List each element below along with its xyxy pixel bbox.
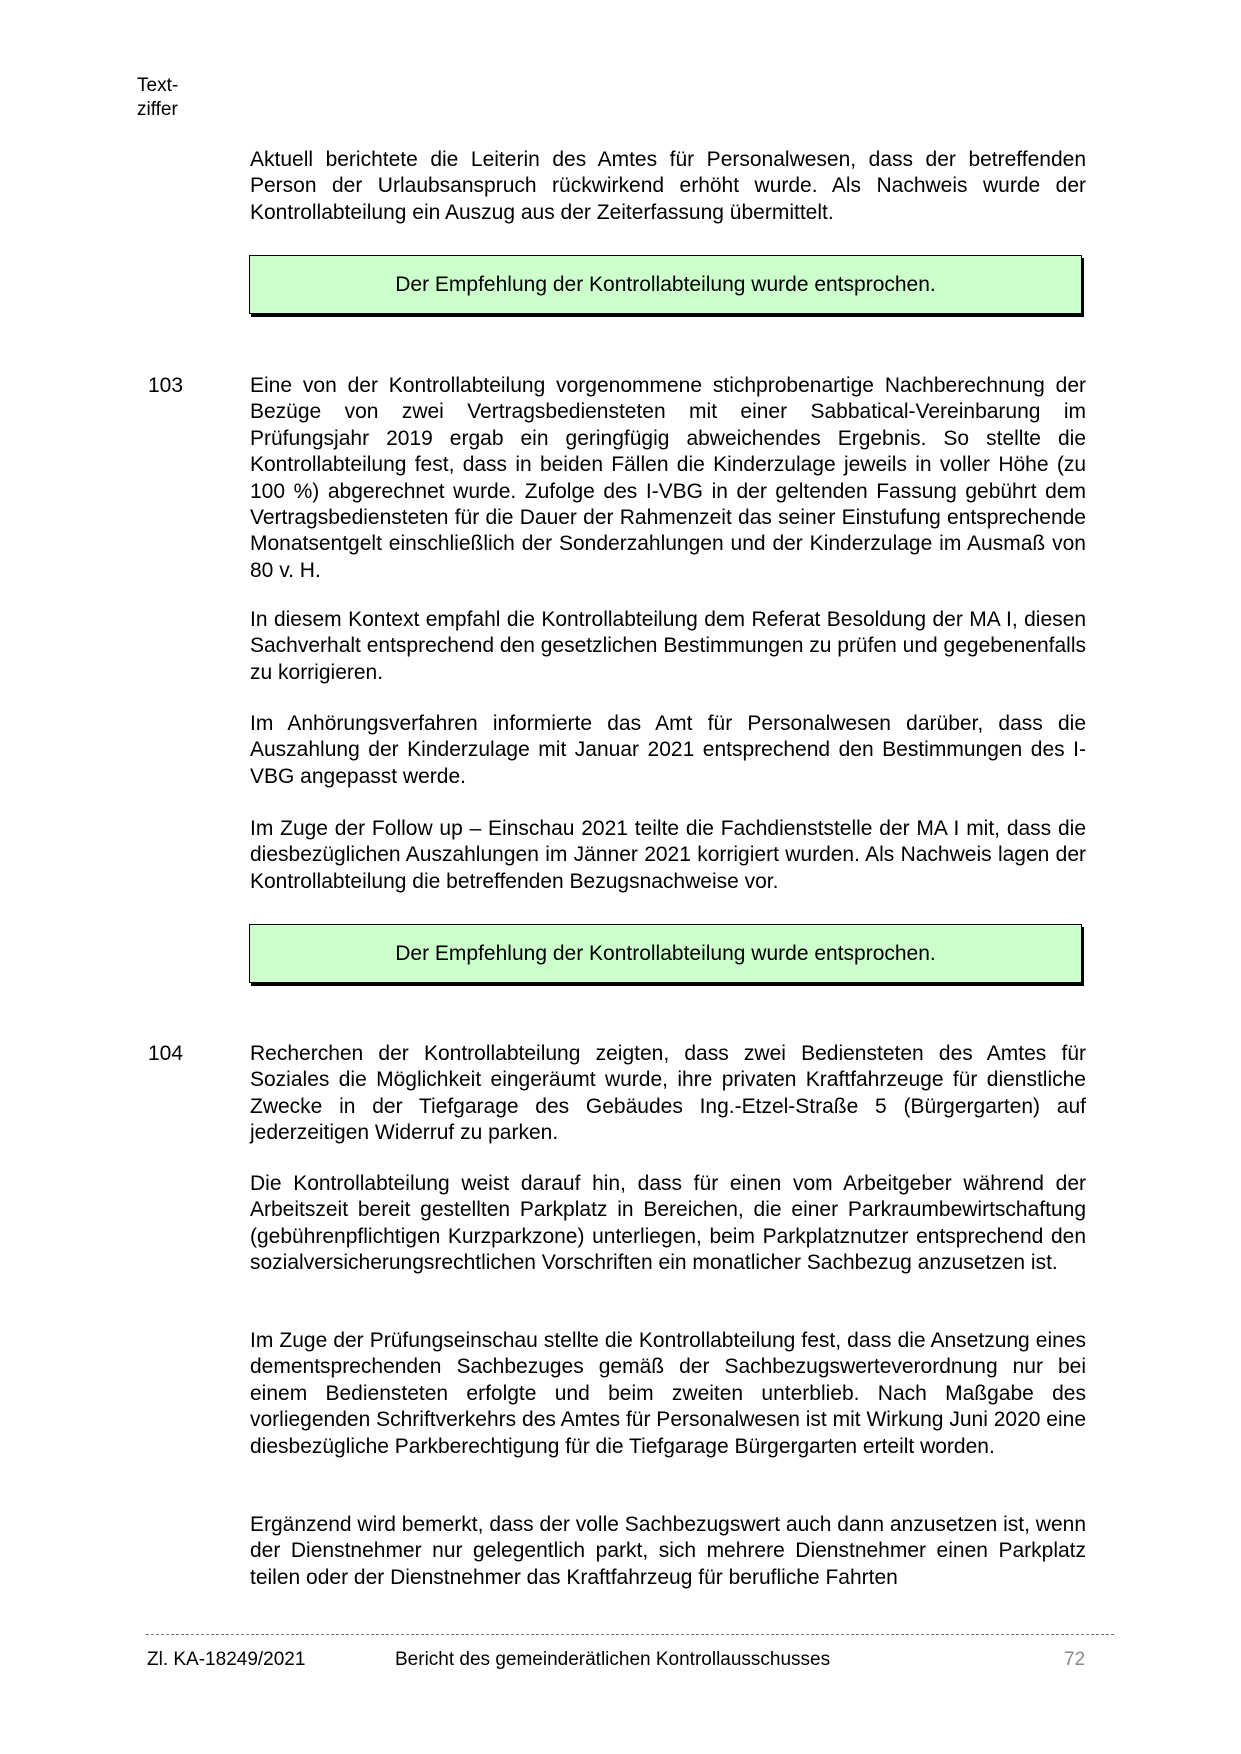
section-paragraph: Eine von der Kontrollabteilung vorgenommene stichprobenartige Nachberechnung der Bezüge von zwei Vertragsbediensteten mit einer Sabbatical-Vereinbarung im Prüfungsjahr 2019 ergab ein geringfügig abweichendes Ergebnis. So stellte die Kontrollabteilung fest, dass in beiden Fällen die Kinderzulage jeweils in voller Höhe (zu 100 %) abgerechnet wurde. Zufolge des I-VBG in der geltenden Fassung gebührt dem Vertragsbediensteten für die Dauer der Rahmenzeit das seiner Einstufung entsprechende Monatsentgelt einschließlich der Sonderzahlungen und der Kinderzulage im Ausmaß von 80 v. H.: [250, 374, 1086, 582]
page-number: 72: [1064, 1649, 1086, 1670]
footer-divider: [146, 1634, 1114, 1635]
recommendation-fulfilled-box: Der Empfehlung der Kontrollabteilung wurde entsprochen.: [249, 924, 1082, 983]
section-paragraph: Ergänzend wird bemerkt, dass der volle Sachbezugswert auch dann anzusetzen ist, wenn der Dienstnehmer nur gelegentlich parkt, sich mehrere Dienstnehmer einen Parkplatz teilen oder der Dienstnehmer das Kraftfahrzeug für berufliche Fahrten: [250, 1513, 1086, 1589]
footer-reference: Zl. KA-18249/2021: [147, 1649, 306, 1670]
section-paragraph: Im Anhörungsverfahren informierte das Amt für Personalwesen darüber, dass die Auszahlung der Kinderzulage mit Januar 2021 entsprechend den Bestimmungen des I-VBG angepasst werde.: [250, 712, 1086, 788]
section-paragraph: Im Zuge der Follow up – Einschau 2021 teilte die Fachdienststelle der MA I mit, dass die diesbezüglichen Auszahlungen im Jänner 2021 korrigiert wurden. Als Nachweis lagen der Kontrollabteilung die betreffenden Bezugsnachweise vor.: [250, 817, 1086, 893]
section-number: 104: [148, 1042, 184, 1065]
section-paragraph: Recherchen der Kontrollabteilung zeigten, dass zwei Bediensteten des Amtes für Soziales die Möglichkeit eingeräumt wurde, ihre privaten Kraftfahrzeuge für dienstliche Zwecke in der Tiefgarage des Gebäudes Ing.-Etzel-Straße 5 (Bürgergarten) auf jederzeitigen Widerruf zu parken.: [250, 1042, 1086, 1145]
section-paragraph: In diesem Kontext empfahl die Kontrollabteilung dem Referat Besoldung der MA I, diesen Sachverhalt entsprechend den gesetzlichen Bestimmungen zu prüfen und gegebenenfalls zu korrigieren.: [250, 608, 1086, 684]
recommendation-fulfilled-box: Der Empfehlung der Kontrollabteilung wurde entsprochen.: [249, 255, 1082, 314]
intro-paragraph: Aktuell berichtete die Leiterin des Amtes für Personalwesen, dass der betreffenden Person der Urlaubsanspruch rückwirkend erhöht wurde. Als Nachweis wurde der Kontrollabteilung ein Auszug aus der Zeiterfassung übermittelt.: [250, 148, 1086, 224]
section-number: 103: [148, 374, 184, 397]
margin-label-textziffer: [137, 74, 178, 122]
footer-title: Bericht des gemeinderätlichen Kontrollausschusses: [395, 1649, 831, 1670]
margin-label-line2: ziffer: [137, 99, 178, 120]
section-paragraph: Die Kontrollabteilung weist darauf hin, dass für einen vom Arbeitgeber während der Arbeitszeit bereit gestellten Parkplatz in Bereichen, die einer Parkraumbewirtschaftung (gebührenpflichtigen Kurzparkzone) unterliegen, beim Parkplatznutzer entsprechend den sozialversicherungsrechtlichen Vorschriften ein monatlicher Sachbezug anzusetzen ist.: [250, 1172, 1086, 1275]
section-paragraph: Im Zuge der Prüfungseinschau stellte die Kontrollabteilung fest, dass die Ansetzung eines dementsprechenden Sachbezuges gemäß der Sachbezugswerteverordnung nur bei einem Bediensteten erfolgte und beim zweiten unterblieb. Nach Maßgabe des vorliegenden Schriftverkehrs des Amtes für Personalwesen ist mit Wirkung Juni 2020 eine diesbezügliche Parkberechtigung für die Tiefgarage Bürgergarten erteilt worden.: [250, 1329, 1086, 1458]
margin-label-line1: Text-: [137, 75, 179, 96]
